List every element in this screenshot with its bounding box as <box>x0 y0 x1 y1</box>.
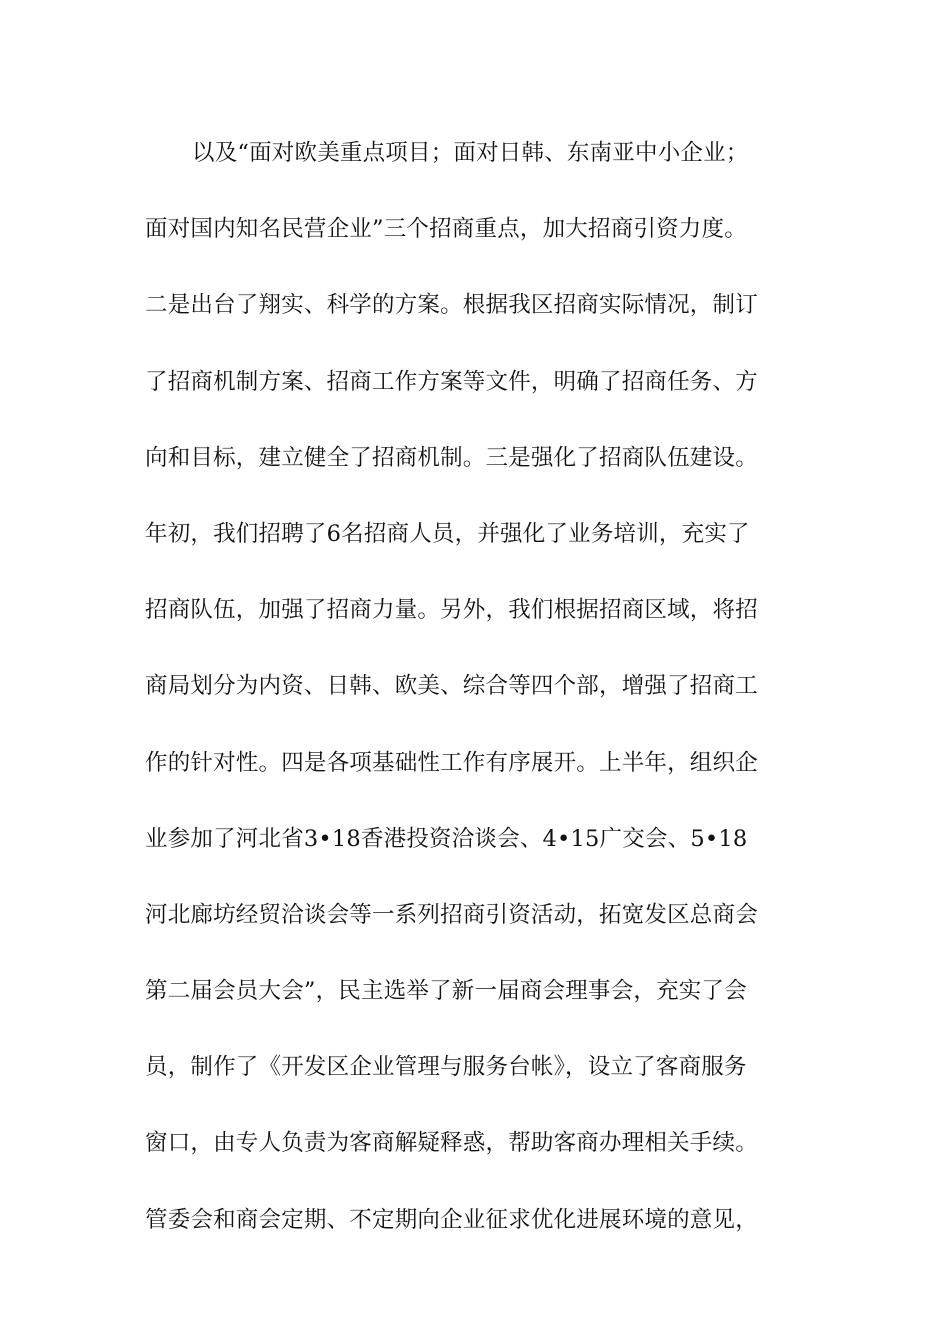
text-line: 第二届会员大会”，民主选举了新一届商会理事会，充实了会 <box>145 978 747 1005</box>
text-line: 以及“面对欧美重点项目；面对日韩、东南亚中小企业； <box>192 140 749 166</box>
text-line: 年初，我们招聘了6名招商人员，并强化了业务培训，充实了 <box>145 520 750 547</box>
text-line: 商局划分为内资、日韩、欧美、综合等四个部，增强了招商工 <box>145 673 758 700</box>
text-line: 业参加了河北省3•18香港投资洽谈会、4•15广交会、5•18 <box>145 825 748 852</box>
text-line: 河北廊坊经贸洽谈会等一系列招商引资活动，拓宽发区总商会 <box>145 901 758 928</box>
text-line: 面对国内知名民营企业”三个招商重点，加大招商引资力度。 <box>145 216 747 243</box>
text-line: 员，制作了《开发区企业管理与服务台帐》，设立了客商服务 <box>145 1054 747 1081</box>
text-line: 招商队伍，加强了招商力量。另外，我们根据招商区域，将招 <box>145 597 758 624</box>
text-line: 了招商机制方案、招商工作方案等文件，明确了招商任务、方 <box>145 368 758 395</box>
text-line: 作的针对性。四是各项基础性工作有序展开。上半年，组织企 <box>145 749 758 776</box>
text-line: 窗口，由专人负责为客商解疑释惑，帮助客商办理相关手续。 <box>145 1130 758 1157</box>
text-line: 二是出台了翔实、科学的方案。根据我区招商实际情况，制订 <box>145 292 758 319</box>
body-text <box>145 130 810 1273</box>
text-line: 向和目标，建立健全了招商机制。三是强化了招商队伍建设。 <box>145 444 758 471</box>
text-line: 管委会和商会定期、不定期向企业征求优化进展环境的意见， <box>145 1206 758 1233</box>
